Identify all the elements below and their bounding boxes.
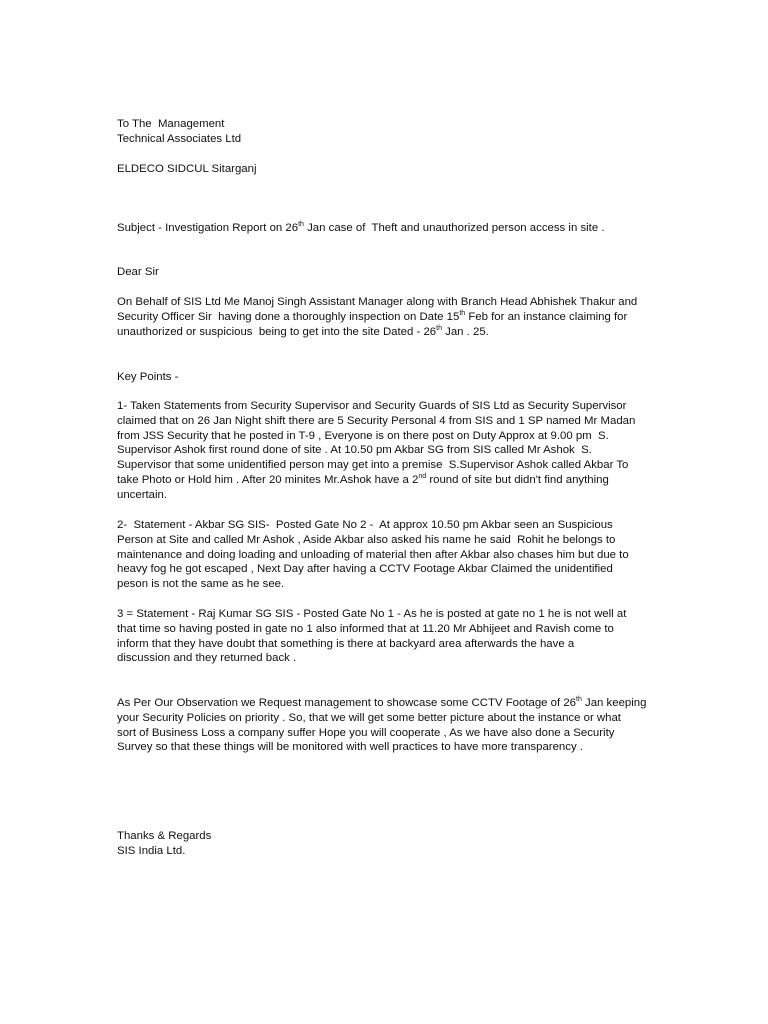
intro-line-2-sup: th xyxy=(459,309,466,317)
observation-line-3: sort of Business Loss a company suffer Hope you will cooperate , As we have also done a Security xyxy=(117,726,615,739)
intro-line-3 xyxy=(117,325,657,340)
subject-prefix: Subject - Investigation Report on 26 xyxy=(117,222,299,234)
point-1-line-2: claimed that on 26 Jan Night shift there are 5 Security Personal 4 from SIS and 1 SP named Mr Madan xyxy=(117,414,636,427)
address-line-1: To The Management xyxy=(117,118,225,130)
recipient-address xyxy=(117,117,657,147)
point-1-line-6 xyxy=(117,473,657,488)
point-3-line-1: 3 = Statement - Raj Kumar SG SIS - Posted Gate No 1 - As he is posted at gate no 1 he is not well at xyxy=(117,608,627,620)
observation-line-1b: Jan keeping xyxy=(581,697,647,709)
intro-line-3-sup: th xyxy=(436,324,442,332)
address-line-3: ELDECO SIDCUL Sitarganj xyxy=(117,163,257,175)
point-2-line-2: Person at Site and called Mr Ashok , Aside Akbar also asked his name he said Rohit he belongs to xyxy=(117,533,616,546)
point-2-line-3: maintenance and doing loading and unloading of material then after Akbar also chases him but due to xyxy=(117,548,629,561)
subject-suffix: Jan case of Theft and unauthorized person access in site . xyxy=(303,222,605,234)
point-2-line-5: peson is not the same as he see. xyxy=(117,578,285,591)
observation-line-2: your Security Policies on priority . So, that we will get some better picture about the instance or what xyxy=(117,711,621,724)
point-2-paragraph xyxy=(117,518,657,592)
intro-line-3a: unauthorized or suspicious being to get into the site Dated - 26 xyxy=(117,325,437,338)
closing xyxy=(117,829,657,859)
observation-line-4: Survey so that these things will be monitored with well practices to have more transparency . xyxy=(117,741,583,754)
observation-paragraph xyxy=(117,696,657,755)
point-3-paragraph xyxy=(117,607,657,666)
intro-line-2 xyxy=(117,310,657,325)
observation-line-1a: As Per Our Observation we Request management to showcase some CCTV Footage of 26 xyxy=(117,697,577,709)
salutation-text: Dear Sir xyxy=(117,266,159,278)
key-points-text: Key Points - xyxy=(117,371,179,383)
point-1-paragraph xyxy=(117,399,657,503)
recipient-location xyxy=(117,162,657,177)
intro-paragraph xyxy=(117,295,657,339)
point-1-line-6a: take Photo or Hold him . After 20 minites Mr.Ashok have a 2 xyxy=(117,473,419,486)
point-1-line-7: uncertain. xyxy=(117,488,168,501)
subject-sup: th xyxy=(298,221,304,228)
subject-line xyxy=(117,221,657,236)
salutation xyxy=(117,265,657,280)
point-1-line-5: Supervisor that some unidentified person may get into a premise S.Supervisor Ashok called Akbar To xyxy=(117,459,629,472)
intro-line-2a: Security Officer Sir having done a thoroughly inspection on Date 15 xyxy=(117,310,460,323)
point-2-line-4: heavy fog he got escaped , Next Day after having a CCTV Footage Akbar Claimed the unidentified xyxy=(117,563,613,576)
point-3-line-4: discussion and they returned back . xyxy=(117,652,297,665)
intro-line-1: On Behalf of SIS Ltd Me Manoj Singh Assistant Manager along with Branch Head Abhishek Thakur and xyxy=(117,296,638,308)
intro-line-2b: Feb for an instance claiming for xyxy=(465,310,628,323)
address-line-2: Technical Associates Ltd xyxy=(117,132,242,145)
subject-text xyxy=(117,221,657,236)
intro-line-3b: Jan . 25. xyxy=(441,325,489,338)
point-1-line-1: 1- Taken Statements from Security Supervisor and Security Guards of SIS Ltd as Security Supervisor xyxy=(117,400,627,412)
observation-line-1 xyxy=(117,696,657,711)
closing-regards: Thanks & Regards xyxy=(117,830,212,842)
closing-company: SIS India Ltd. xyxy=(117,844,186,857)
point-3-line-2: that time so having posted in gate no 1 also informed that at 11.20 Mr Abhijeet and Ravish come to xyxy=(117,622,614,635)
point-1-line-3: from JSS Security that he posted in T-9 , Everyone is on there post on Duty Approx at 9.00 pm S. xyxy=(117,429,609,442)
point-1-line-6-sup: nd xyxy=(418,472,427,480)
point-1-line-6b: round of site but didn't find anything xyxy=(426,473,609,486)
point-2-line-1: 2- Statement - Akbar SG SIS- Posted Gate No 2 - At approx 10.50 pm Akbar seen an Suspicious xyxy=(117,519,613,531)
key-points-heading xyxy=(117,370,657,385)
observation-line-1-sup: th xyxy=(576,696,582,703)
point-1-line-4: Supervisor Ashok first round done of site . At 10.50 pm Akbar SG from SIS called Mr Ashok S. xyxy=(117,444,592,457)
point-3-line-3: inform that they have doubt that something is there at backyard area afterwards the have a xyxy=(117,637,575,650)
